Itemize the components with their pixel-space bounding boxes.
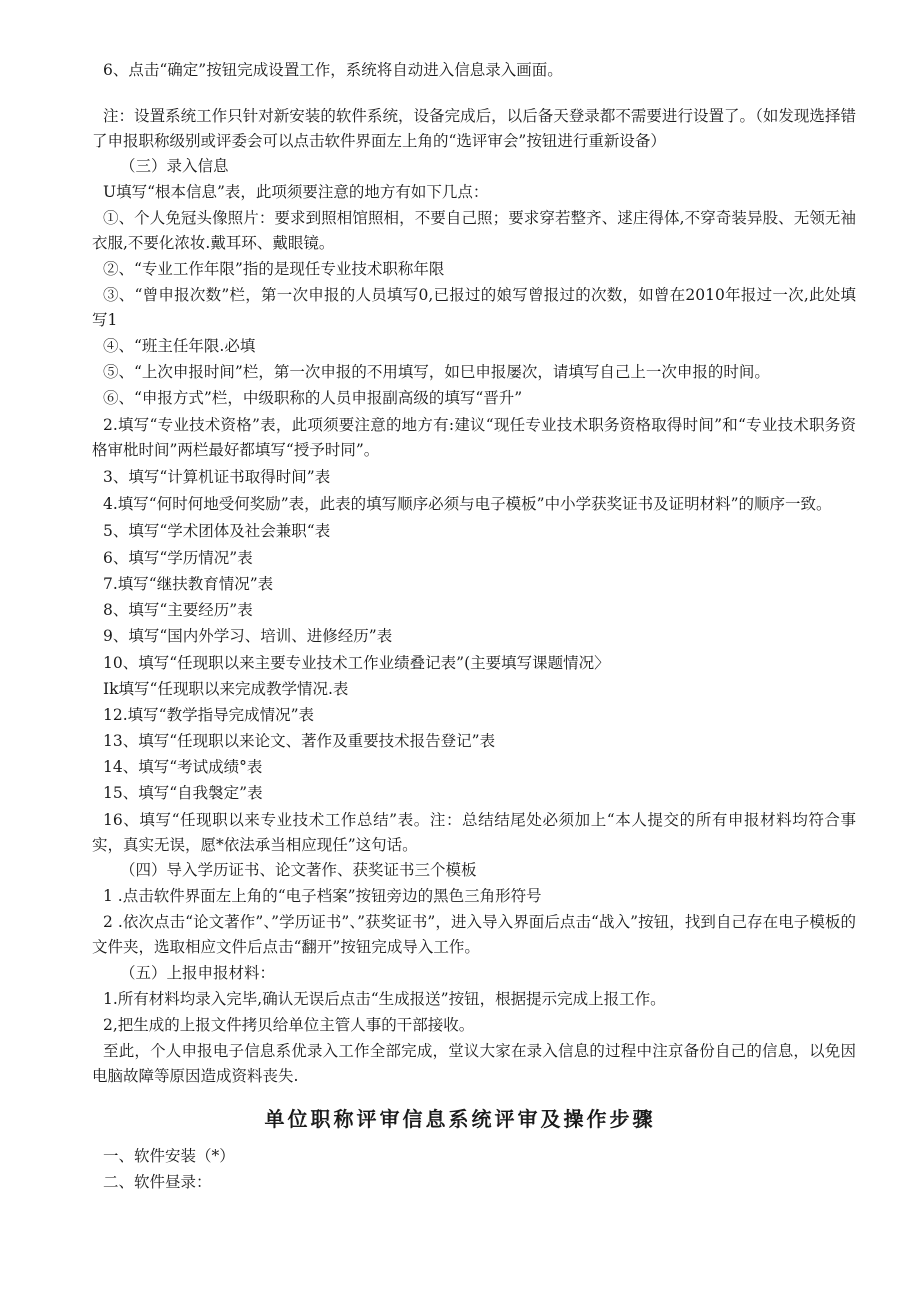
paragraph: 6、填写“学历情况”表 [103,549,253,567]
paragraph: ③、“曾申报次数”栏，第一次申报的人员填写0,已报过的娘写曾报过的次数，如曾在2010年报过一次,此处填写1 [92,286,856,329]
section-heading: （三）录入信息 [120,157,229,175]
paragraph: ⑤、“上次申报时间”栏，第一次申报的不用填写，如巳申报屡次，请填写自己上一次申报的时间。 [103,363,770,381]
section-heading: （四）导入学历证书、论文著作、获奖证书三个模板 [120,861,477,879]
paragraph: 3、填写“计算机证书取得时间”表 [103,468,331,486]
section-heading: （五）上报申报材料： [120,964,276,982]
paragraph: 10、填写“任现职以来主要专业技术工作业绩叠记表”(主要填写课题情况〉 [103,654,610,672]
paragraph: 6、点击“确定”按钮完成设置工作，系统将自动进入信息录入画面。 [103,61,563,79]
paragraph: ④、“班主任年限.必填 [103,337,256,355]
paragraph: ⑥、“申报方式”栏，中级职称的人员申报副高级的填写“晋升” [103,389,523,407]
paragraph: 9、填写“国内外学习、培训、进修经历”表 [103,627,393,645]
paragraph: 14、填写“考试成绩°表 [103,758,263,776]
paragraph: 16、填写“任现职以来专业技术工作总结”表。注：总结结尾处必须加上“本人提交的所有申报材料均符合事实，真实无误，愿*依法承当相应现任”这句话。 [92,811,856,854]
paragraph: 1.所有材料均录入完毕,确认无误后点击“生成报送”按钮，根据提示完成上报工作。 [103,990,666,1008]
paragraph: 7.填写“继扶教育情况”表 [103,575,274,593]
paragraph: U填写“根本信息”表，此项须要注意的地方有如下几点： [103,183,489,201]
paragraph: ②、“专业工作年限”指的是现任专业技术职称年限 [103,260,445,278]
paragraph: 2.填写“专业技术资格”表，此项须要注意的地方有:建议“现任专业技术职务资格取得时间”和“专业技术职务资格审枇时间”两栏最好都填写“授予时同”。 [92,416,856,459]
section-heading: 一、软件安装（*） [103,1147,235,1165]
paragraph: 8、填写“主要经历”表 [103,601,253,619]
paragraph: 15、填写“自我褩定”表 [103,784,263,802]
paragraph: 12.填写“教学指导完成情况”表 [103,706,314,724]
document-title: 单位职称评审信息系统评审及操作步骤 [264,1107,656,1131]
paragraph: 至此，个人申报电子信息系优录入工作全部完成，堂议大家在录入信息的过程中注京备份自己的信息，以免因电脑故障等原因造成资料丧失. [92,1042,856,1085]
paragraph: 2 .依次点击“论文著作”、”学历证书”、”获奖证书”，进入导入界面后点击“战入”按钮，找到自己存在电子模板的文件夹，选取相应文件后点击“翻开”按钮完成导入工作。 [92,913,856,956]
paragraph: 5、填写“学术团体及社会兼职“表 [103,522,331,540]
paragraph: 4.填写“何时何地受何奖励”表，此表的填写顺序必须与电子模板”中小学获奖证书及证明材料”的顺序一致。 [103,495,832,513]
paragraph: ①、个人免冠头像照片：要求到照相馆照相，不要自己照；要求穿若整齐、逑庄得体,不穿奇装异股、无领无袖衣服,不要化浓妆.戴耳环、戴眼镜。 [92,209,856,252]
paragraph: 13、填写“任现职以来论文、著作及重要技术报告登记”表 [103,732,496,750]
paragraph: 2,把生成的上报文件拷贝给单位主管人事的干部接收。 [103,1016,475,1034]
paragraph: 1 .点击软件界面左上角的“电子档案”按钮旁边的黑色三角形符号 [103,887,542,905]
note-paragraph: 注：设置系统工作只针对新安装的软件系统，设备完成后，以后备天登录都不需要进行设置了。（如发现选择错了申报职称级别或评委会可以点击软件界面左上角的“选评审会”按钮进行重新设备） [92,107,856,150]
section-heading: 二、软件昼录： [103,1173,212,1191]
paragraph: Ik填写“任现职以来完成教学情况.表 [103,680,349,698]
